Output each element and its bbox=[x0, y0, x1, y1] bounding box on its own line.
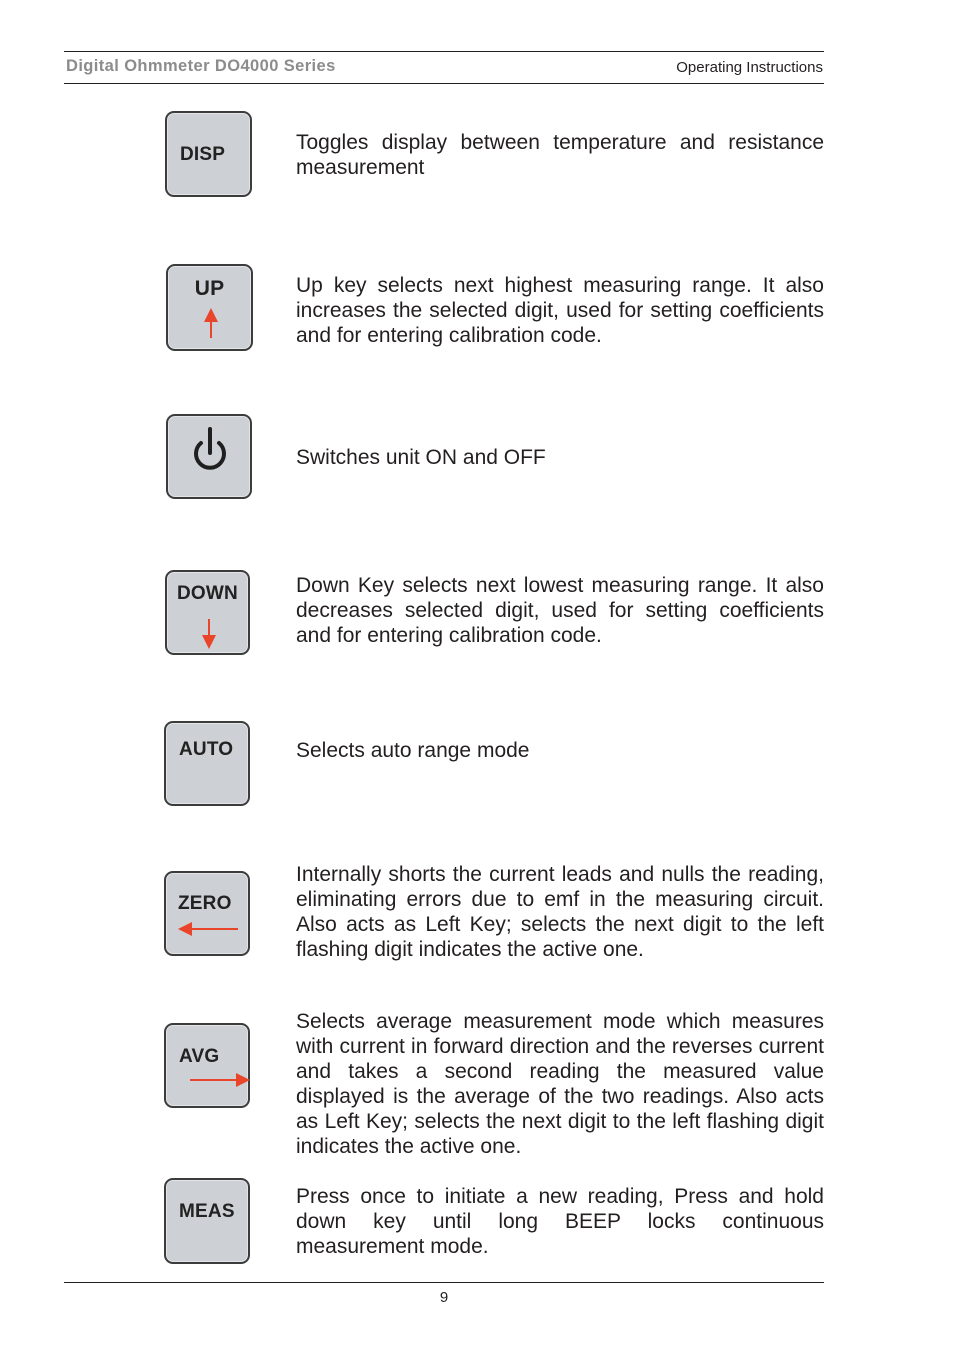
footer-rule bbox=[64, 1282, 824, 1283]
meas-key-description: Press once to initiate a new reading, Press and hold down key until long BEEP locks continuous measurement mode. bbox=[296, 1185, 824, 1258]
zero-key-label: ZERO bbox=[178, 893, 232, 914]
down-key-label: DOWN bbox=[177, 583, 238, 604]
meas-key-label: MEAS bbox=[179, 1201, 235, 1222]
auto-key-description: Selects auto range mode bbox=[296, 739, 530, 762]
document-title: Digital Ohmmeter DO4000 Series bbox=[66, 57, 336, 75]
down-key-description: Down Key selects next lowest measuring range. It also decreases selected digit, used for setting coefficients and for entering calibration code. bbox=[296, 574, 824, 647]
arrow-right-icon bbox=[190, 1072, 250, 1088]
auto-key bbox=[164, 721, 250, 806]
section-title: Operating Instructions bbox=[676, 59, 823, 76]
power-icon bbox=[190, 427, 230, 473]
avg-key bbox=[164, 1023, 250, 1108]
power-key bbox=[166, 414, 252, 499]
disp-key-label: DISP bbox=[180, 144, 226, 165]
arrow-up-icon bbox=[201, 306, 221, 340]
up-key-label: UP bbox=[194, 277, 225, 300]
header-top-rule bbox=[64, 51, 824, 52]
avg-key-description: Selects average measurement mode which measures with current in forward direction and the reverses current and takes a second reading the measured value displayed is the average of the two readings. Also acts as Left Key; selects the next digit to the left flashing digit indicates the active one. bbox=[296, 1010, 824, 1158]
up-key-description: Up key selects next highest measuring range. It also increases the selected digit, used for setting coefficients and for entering calibration code. bbox=[296, 274, 824, 347]
arrow-left-icon bbox=[178, 921, 240, 937]
zero-key-description: Internally shorts the current leads and nulls the reading, eliminating errors due to emf in the measuring circuit. Also acts as Left Key; selects the next digit to the left flashing digit indicates the active one. bbox=[296, 863, 824, 961]
disp-key bbox=[165, 111, 252, 197]
page-number: 9 bbox=[439, 1289, 449, 1306]
arrow-down-icon bbox=[199, 617, 219, 651]
power-key-description: Switches unit ON and OFF bbox=[296, 446, 546, 469]
up-key bbox=[166, 264, 253, 351]
zero-key bbox=[164, 871, 250, 956]
header-bottom-rule bbox=[64, 83, 824, 84]
meas-key bbox=[164, 1178, 250, 1264]
avg-key-label: AVG bbox=[179, 1046, 220, 1067]
auto-key-label: AUTO bbox=[179, 739, 234, 760]
down-key bbox=[165, 570, 250, 655]
disp-key-description: Toggles display between temperature and resistance measurement bbox=[296, 131, 824, 179]
